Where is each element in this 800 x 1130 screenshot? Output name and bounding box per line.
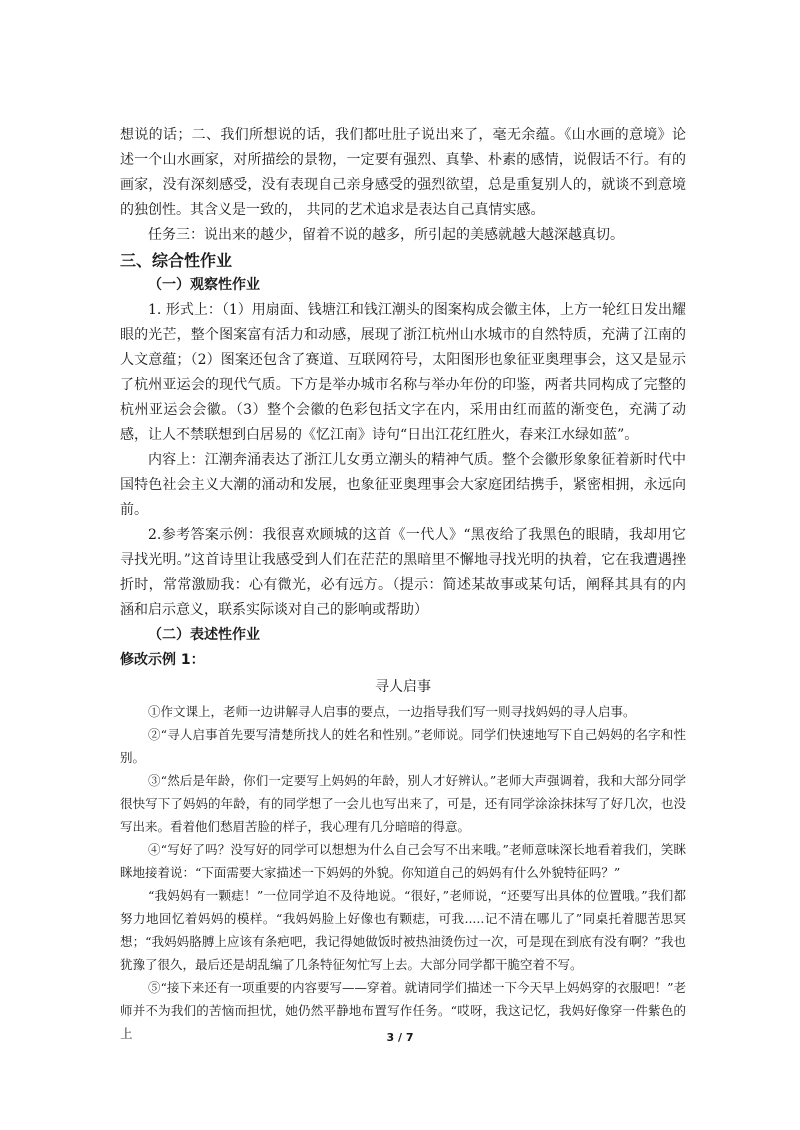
essay-paragraph: ⑤“接下来还有一项重要的内容要写——穿着。就请同学们描述一下今天早上妈妈穿的衣服吧！”老师并不为我们的苦恼而担忧，她仍然平静地布置写作任务。“哎呀，我这记忆，我妈好像穿一件紫色的上 [120,980,686,1041]
subheading-expression: （二）表述性作业 [148,627,260,643]
page-number: 3 / 7 [386,1031,414,1044]
essay-paragraph: ②“寻人启事首先要写清楚所找人的姓名和性别。”老师说。同学们快速地写下自己妈妈的名字和性别。 [120,727,686,765]
subheading-observation: （一）观察性作业 [148,277,260,293]
paragraph-continuation: 想说的话；二、我们所想说的话，我们都吐肚子说出来了，毫无余蕴。《山水画的意境》论述一个山水画家，对所描绘的景物，一定要有强烈、真挚、朴素的感情，说假话不行。有的画家，没有深刻感受，没有表现自己亲身感受的强烈欲望，总是重复别人的，就谈不到意境的独创性。其含义是一致的， 共同的艺术追求是表达自己真情实感。 [120,127,686,218]
paragraph-form: 1. 形式上：（1）用扇面、钱塘江和钱江潮头的图案构成会徽主体，上方一轮红日发出耀眼的光芒，整个图案富有活力和动感，展现了浙江杭州山水城市的自然特质，充满了江南的人文意蕴；（2）图案还包含了赛道、互联网符号，太阳图形也象征亚奥理事会，这又是显示了杭州亚运会的现代气质。下方是举办城市名称与举办年份的印鉴，两者共同构成了完整的杭州亚运会会徽。（3）整个会徽的色彩包括文字在内，采用由红而蓝的渐变色，充满了动感，让人不禁联想到白居易的《忆江南》诗句“日出江花红胜火，春来江水绿如蓝”。 [120,302,686,443]
example-label: 修改示例 1： [120,652,205,668]
essay-paragraph: ①作文课上，老师一边讲解寻人启事的要点，一边指导我们写一则寻找妈妈的寻人启事。 [148,704,636,719]
essay-paragraph: “我妈妈有一颗痣！”一位同学迫不及待地说。“很好，”老师说，“还要写出具体的位置哦。”我们都努力地回忆着妈妈的模样。“我妈妈脸上好像也有颗痣，可我.....记不清在哪儿了”同桌托着腮苦思冥想；“我妈妈胳膊上应该有条疤吧，我记得她做饭时被热油烫伤过一次，可是现在到底有没有啊？”我也犹豫了很久，最后还是胡乱编了几条特征匆忙写上去。大部分同学都干脆空着不写。 [120,888,686,972]
section-heading-comprehensive: 三、综合性作业 [120,251,233,270]
essay-body [120,700,686,1045]
page-content [120,123,686,1045]
essay-paragraph: ③“然后是年龄，你们一定要写上妈妈的年龄，别人才好辨认。”老师大声强调着，我和大部分同学很快写下了妈妈的年龄，有的同学想了一会儿也写出来了，可是，还有同学涂涂抹抹写了好几次，也没写出来。看着他们愁眉苦脸的样子，我心理有几分暗暗的得意。 [120,773,686,834]
paragraph-content: 内容上：江潮奔涌表达了浙江儿女勇立潮头的精神气质。整个会徽形象象征着新时代中国特色社会主义大潮的涌动和发展，也象征亚奥理事会大家庭团结携手，紧密相拥，永远向前。 [120,452,686,518]
essay-paragraph: ④“写好了吗？没写好的同学可以想想为什么自己会写不出来哦。”老师意味深长地看着我们，笑眯眯地接着说：“下面需要大家描述一下妈妈的外貌。你知道自己的妈妈有什么外貌特征吗？” [120,842,686,880]
essay-title: 寻人启事 [375,679,431,695]
paragraph-sample-answer: 2.参考答案示例：我很喜欢顾城的这首《一代人》“黑夜给了我黑色的眼睛，我却用它寻找光明。”这首诗里让我感受到人们在茫茫的黑暗里不懈地寻找光明的执着，它在我遭遇挫折时，常常激励我：心有微光，必有远方。（提示：简述某故事或某句话，阐释其具有的内涵和启示意义，联系实际谈对自己的影响或帮助） [120,527,686,618]
paragraph-task-three: 任务三：说出来的越少，留着不说的越多，所引起的美感就越大越深越真切。 [148,227,624,243]
